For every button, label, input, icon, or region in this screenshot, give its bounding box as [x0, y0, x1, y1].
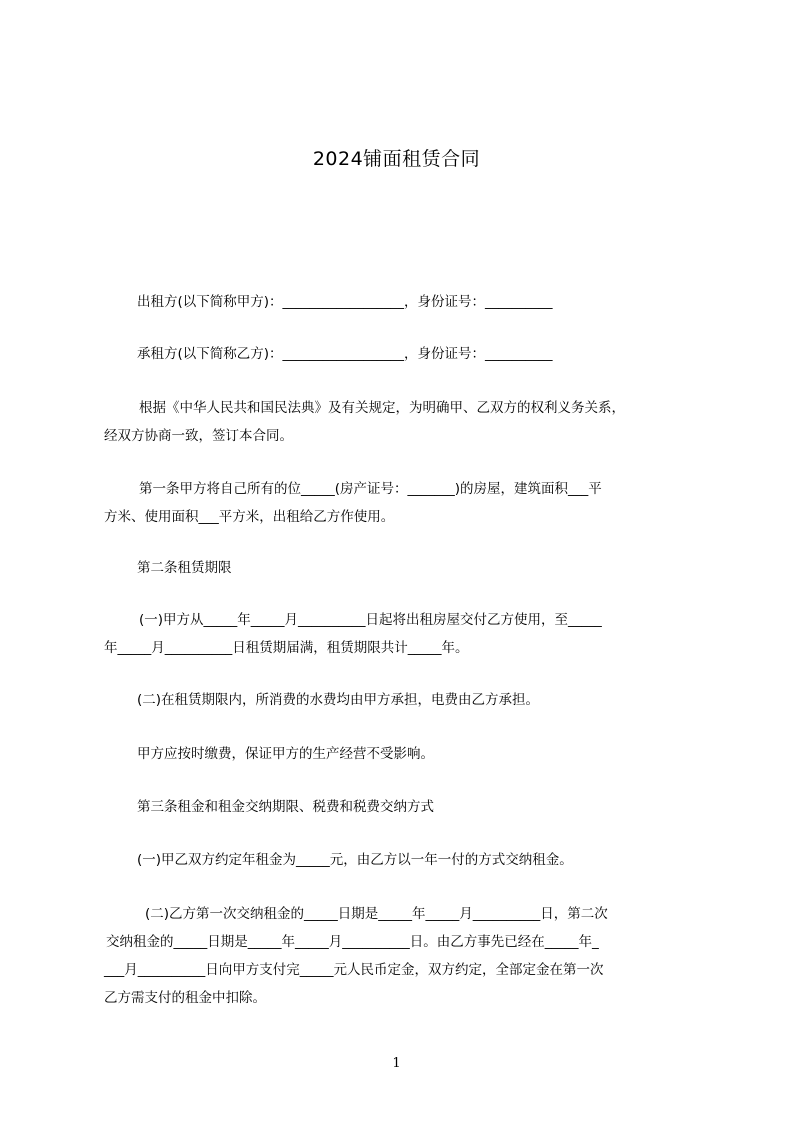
- article-1-line-1: 第一条甲方将自己所有的位_____(房产证号：_______)的房屋，建筑面积___平: [139, 481, 602, 497]
- article-3-clause-2-line-3: ___月__________日向甲方支付完_____元人民币定金，双方约定，全部定金在第一次: [104, 962, 604, 978]
- article-2-note: 甲方应按时缴费，保证甲方的生产经营不受影响。: [137, 746, 434, 762]
- document-title: 2024铺面租赁合同: [312, 148, 481, 170]
- article-2-clause-1-line-2: 年_____月__________日租赁期届满，租赁期限共计_____年。: [104, 640, 469, 656]
- article-3-clause-2-line-1: (二)乙方第一次交纳租金的_____日期是_____年_____月__________日，第二次: [145, 906, 608, 922]
- article-1-line-2: 方米、使用面积___平方米，出租给乙方作使用。: [104, 509, 395, 525]
- lessor-line: 出租方(以下简称甲方)：__________________，身份证号：__________: [137, 294, 553, 310]
- preamble-line-1: 根据《中华人民共和国民法典》及有关规定，为明确甲、乙双方的权利义务关系，: [139, 400, 625, 416]
- article-2-clause-1-line-1: (一)甲方从_____年_____月__________日起将出租房屋交付乙方使用，至_____: [139, 612, 602, 628]
- article-3-heading: 第三条租金和租金交纳期限、税费和税费交纳方式: [137, 799, 434, 815]
- preamble-line-2: 经双方协商一致，签订本合同。: [104, 428, 293, 444]
- article-3-clause-2-line-2: 交纳租金的_____日期是_____年_____月__________日。由乙方事先已经在_____年_: [106, 934, 599, 950]
- lessee-line: 承租方(以下简称乙方)：__________________，身份证号：__________: [137, 346, 553, 362]
- page-number: 1: [392, 1056, 401, 1071]
- article-2-clause-2: (二)在租赁期限内，所消费的水费均由甲方承担，电费由乙方承担。: [137, 692, 540, 708]
- article-3-clause-1: (一)甲乙双方约定年租金为_____元，由乙方以一年一付的方式交纳租金。: [137, 852, 573, 868]
- article-3-clause-2-line-4: 乙方需支付的租金中扣除。: [104, 990, 266, 1006]
- article-2-heading: 第二条租赁期限: [137, 560, 232, 576]
